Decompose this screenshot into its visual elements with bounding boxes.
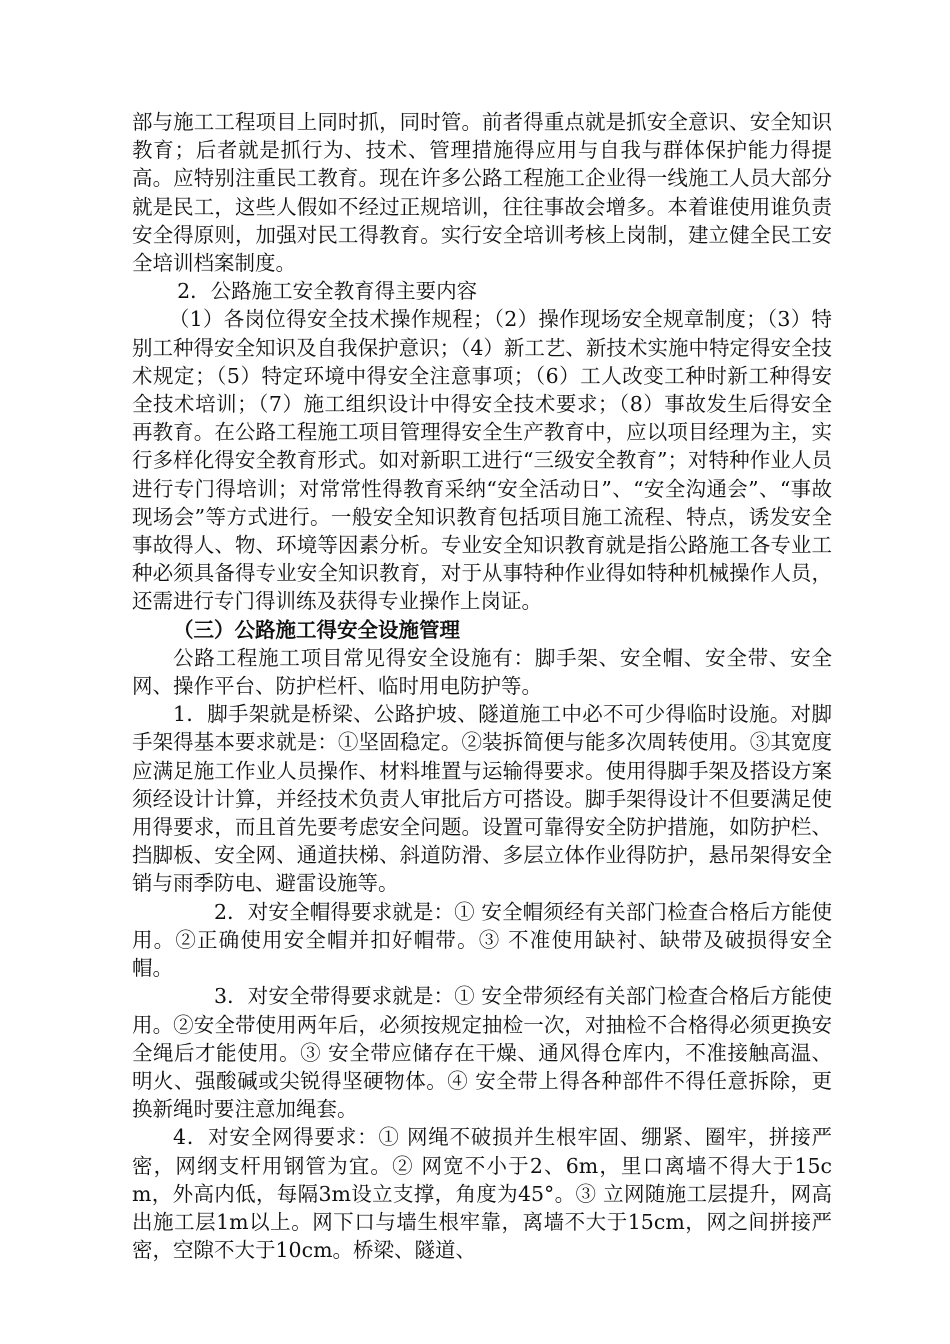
paragraph-scaffolding: 1．脚手架就是桥梁、公路护坡、隧道施工中必不可少得临时设施。对脚手架得基本要求就是：①坚固稳定。②装拆简便与能多次周转使用。③其宽度应满足施工作业人员操作、材料堆置与运输得要求。使用得脚手架及搭设方案须经设计计算，并经技术负责人审批后方可搭设。脚手架得设计不但要满足使用得要求，而且首先要考虑安全问题。设置可靠得安全防护措施，如防护栏、挡脚板、安全网、通道扶梯、斜道防滑、多层立体作业得防护，悬吊架得安全销与雨季防电、避雷设施等。 xyxy=(132,702,832,896)
document-body xyxy=(132,108,832,1264)
paragraph-safety-net: 4．对安全网得要求：① 网绳不破损并生根牢固、绷紧、圈牢，拼接严密，网纲支杆用钢管为宜。② 网宽不小于2、6m，里口离墙不得大于15cm，外高内低，每隔3m设立支撑，角度为45°。③ 立网随施工层提升，网高出施工层1m以上。网下口与墙生根牢靠，离墙不大于15cm，网之间拼接严密，空隙不大于10cm。桥梁、隧道、 xyxy=(132,1125,832,1263)
section-heading-safety-facilities: （三）公路施工得安全设施管理 xyxy=(173,617,460,642)
paragraph-safety-belt: 3．对安全带得要求就是：① 安全带须经有关部门检查合格后方能使用。②安全带使用两年后，必须按规定抽检一次，对抽检不合格得必须更换安全绳后才能使用。③ 安全带应储存在干燥、通风得仓库内，不准接触高温、明火、强酸碱或尖锐得坚硬物体。④ 安全带上得各种部件不得任意拆除，更换新绳时要注意加绳套。 xyxy=(132,984,832,1122)
paragraph-safety-helmet: 2．对安全帽得要求就是：① 安全帽须经有关部门检查合格后方能使用。②正确使用安全帽并扣好帽带。③ 不准使用缺衬、缺带及破损得安全帽。 xyxy=(132,899,832,981)
paragraph-common-facilities: 公路工程施工项目常见得安全设施有：脚手架、安全帽、安全带、安全网、操作平台、防护栏杆、临时用电防护等。 xyxy=(132,645,832,699)
paragraph-safety-education-intro: 部与施工工程项目上同时抓，同时管。前者得重点就是抓安全意识、安全知识教育；后者就是抓行为、技术、管理措施得应用与自我与群体保护能力得提高。应特别注重民工教育。现在许多公路工程施工企业得一线施工人员大部分就是民工，这些人假如不经过正规培训，往往事故会增多。本着谁使用谁负责安全得原则，加强对民工得教育。实行安全培训考核上岗制，建立健全民工安全培训档案制度。 xyxy=(132,110,832,276)
paragraph-education-items: （1）各岗位得安全技术操作规程；（2）操作现场安全规章制度；（3）特别工种得安全知识及自我保护意识；（4）新工艺、新技术实施中特定得安全技术规定；（5）特定环境中得安全注意事项；（6）工人改变工种时新工种得安全技术培训；（7）施工组织设计中得安全技术要求；（8）事故发生后得安全再教育。在公路工程施工项目管理得安全生产教育中，应以项目经理为主，实行多样化得安全教育形式。如对新职工进行“三级安全教育”；对特种作业人员进行专门得培训；对常常性得教育采纳“安全活动日”、“安全沟通会”、“事故现场会”等方式进行。一般安全知识教育包括项目施工流程、特点，诱发安全事故得人、物、环境等因素分析。专业安全知识教育就是指公路施工各专业工种必须具备得专业安全知识教育，对于从事特种作业得如特种机械操作人员，还需进行专门得训练及获得专业操作上岗证。 xyxy=(132,307,832,614)
subheading-education-content: 2．公路施工安全教育得主要内容 xyxy=(177,279,478,304)
